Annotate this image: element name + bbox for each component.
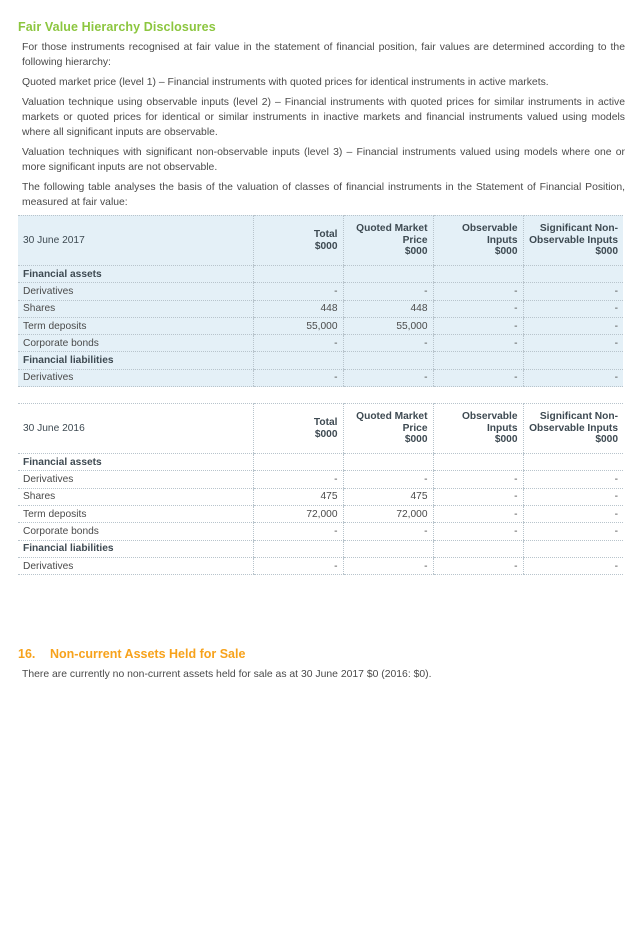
table-row [18,523,623,540]
row-label: Derivatives [18,283,253,300]
table-cell [343,352,433,369]
table-cell: - [523,369,623,386]
table-header-row [18,404,623,454]
table-cell: 475 [253,488,343,505]
column-header [343,216,433,266]
column-header-label: Observable Inputs $000 [462,411,518,446]
column-header [523,404,623,454]
table-cell: - [343,523,433,540]
table-row [18,300,623,317]
table-cell: - [523,471,623,488]
table-cell: - [433,471,523,488]
table-cell: - [433,505,523,522]
row-label: Term deposits [18,505,253,522]
table-cell [433,454,523,471]
row-label: Corporate bonds [18,335,253,352]
column-header-label: Quoted Market Price $000 [356,223,428,258]
table-cell: 55,000 [343,317,433,334]
table-cell [523,266,623,283]
table-cell: 72,000 [253,505,343,522]
table-row [18,488,623,505]
table-cell: 72,000 [343,505,433,522]
table-group-row [18,352,623,369]
row-label: Corporate bonds [18,523,253,540]
period-header: 30 June 2017 [18,216,253,266]
table-row [18,557,623,574]
table-cell: 448 [343,300,433,317]
paragraph-table-intro: The following table analyses the basis of the valuation of classes of financial instruments in the Statement of Financial Position, measured at fair value: [22,182,625,208]
table-cell [343,266,433,283]
table-row [18,471,623,488]
table-cell: - [523,300,623,317]
row-label: Shares [18,488,253,505]
column-header-label: Observable Inputs $000 [462,223,518,258]
fair-value-heading: Fair Value Hierarchy Disclosures [18,20,216,34]
table-cell: - [343,557,433,574]
table-row [18,505,623,522]
row-label: Financial assets [18,266,253,283]
note-16-heading [18,647,625,661]
column-header [343,404,433,454]
table-group-row [18,454,623,471]
table-cell: - [523,317,623,334]
table-cell [253,352,343,369]
row-label: Financial liabilities [18,540,253,557]
table-cell: - [433,369,523,386]
table-cell [433,540,523,557]
table-row [18,335,623,352]
table-cell: 448 [253,300,343,317]
column-header [433,404,523,454]
column-header [523,216,623,266]
table-cell [343,540,433,557]
table-cell: - [433,523,523,540]
table-cell: - [523,523,623,540]
table-cell [343,454,433,471]
table-row [18,369,623,386]
row-label: Derivatives [18,369,253,386]
table-cell [433,352,523,369]
intro-paragraphs [18,40,625,210]
table-cell [523,540,623,557]
column-header-label: Significant Non-Observable Inputs $000 [529,223,618,258]
table-cell: - [343,369,433,386]
table-header-row [18,216,623,266]
table-cell: - [253,471,343,488]
column-header-label: Total $000 [313,229,338,252]
table-cell: - [433,488,523,505]
row-label: Financial liabilities [18,352,253,369]
table-cell: - [253,283,343,300]
paragraph-hierarchy-intro: For those instruments recognised at fair value in the statement of financial position, fair values are determined according to the following hierarchy: [22,42,625,68]
row-label: Financial assets [18,454,253,471]
table-cell: - [343,471,433,488]
table-cell [433,266,523,283]
table-cell: - [253,335,343,352]
table-cell: - [343,283,433,300]
fair-value-table-2016 [18,403,623,575]
column-header [433,216,523,266]
table-cell: - [433,335,523,352]
table-row [18,283,623,300]
column-header [253,404,343,454]
note-16-title: Non-current Assets Held for Sale [50,647,246,662]
table-cell: - [523,505,623,522]
note-16-number: 16. [18,647,36,662]
table-cell: - [523,283,623,300]
paragraph-level-2: Valuation technique using observable inputs (level 2) – Financial instruments with quoted prices for similar instruments in active markets or quoted prices for identical or similar instruments in inactive markets and financial instruments valued using models where all significant inputs are observable. [22,97,625,138]
table-cell: - [433,557,523,574]
table-row [18,317,623,334]
table-cell: 475 [343,488,433,505]
table-cell: - [523,488,623,505]
table-cell: - [253,557,343,574]
row-label: Shares [18,300,253,317]
table-group-row [18,540,623,557]
period-header: 30 June 2016 [18,404,253,454]
table-cell [253,454,343,471]
table-cell: - [253,523,343,540]
table-cell [523,454,623,471]
table-cell: 55,000 [253,317,343,334]
table-cell [253,540,343,557]
column-header-label: Total $000 [313,417,338,440]
table-cell [253,266,343,283]
column-header-label: Significant Non-Observable Inputs $000 [529,411,618,446]
column-header-label: Quoted Market Price $000 [356,411,428,446]
note-16-section [18,647,625,682]
paragraph-level-3: Valuation techniques with significant non-observable inputs (level 3) – Financial instruments valued using models where one or more significant inputs are not observable. [22,147,625,173]
table-cell: - [433,317,523,334]
fair-value-table-2017 [18,215,623,387]
column-header [253,216,343,266]
row-label: Derivatives [18,557,253,574]
row-label: Term deposits [18,317,253,334]
table-group-row [18,266,623,283]
table-cell: - [343,335,433,352]
table-cell: - [523,335,623,352]
row-label: Derivatives [18,471,253,488]
table-cell: - [253,369,343,386]
paragraph-level-1: Quoted market price (level 1) – Financial instruments with quoted prices for identical instruments in active markets. [22,77,549,88]
table-cell: - [433,283,523,300]
table-cell: - [523,557,623,574]
table-cell: - [433,300,523,317]
note-16-text: There are currently no non-current assets held for sale as at 30 June 2017 $0 (2016: $0). [22,669,432,681]
table-cell [523,352,623,369]
